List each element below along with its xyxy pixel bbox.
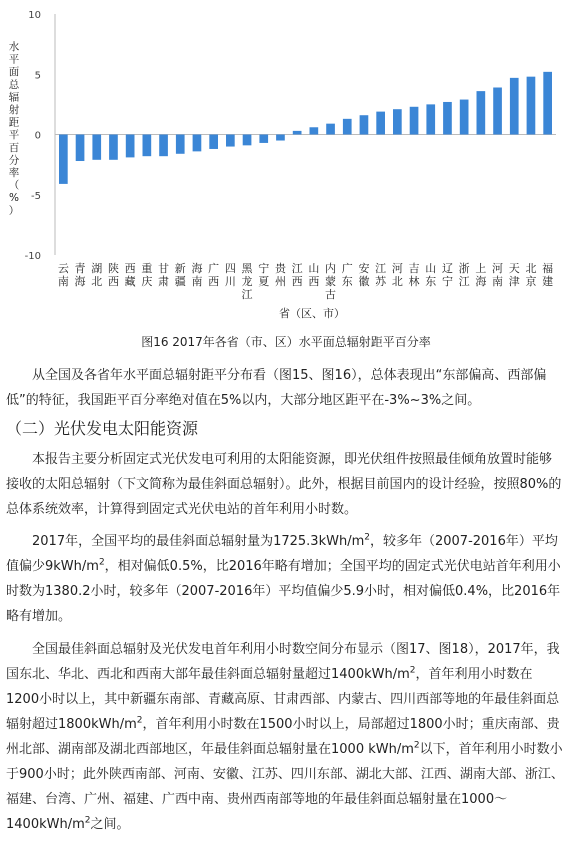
- x-tick-label-char: 黑: [241, 262, 253, 275]
- x-tick-label-char: 徽: [358, 275, 370, 288]
- x-tick-label-char: 庆: [141, 275, 153, 288]
- x-tick-label-char: 藏: [124, 275, 136, 288]
- x-tick-label-char: 吉: [408, 262, 420, 275]
- y-axis-label-char: 面: [8, 66, 20, 79]
- x-tick-label-char: 东: [341, 275, 353, 288]
- x-tick-label-char: 广: [208, 262, 220, 275]
- x-tick-label-char: 江: [291, 262, 303, 275]
- y-tick-label: -5: [31, 190, 41, 202]
- x-tick-label-char: 湖: [91, 262, 103, 275]
- paragraph-method: 本报告主要分析固定式光伏发电可利用的太阳能资源，即光伏组件按照最佳倾角放置时能够接收的太阳总辐射（下文简称为最佳斜面总辐射）。此外，根据目前国内的设计经验，按照80%的总体系统效率，计算得到固定式光伏电站的首年利用小时数。: [6, 452, 562, 517]
- bar-青海: [76, 135, 85, 162]
- y-tick-label: 10: [28, 10, 41, 21]
- x-tick-label-char: 河: [492, 262, 504, 275]
- bar-江西: [293, 131, 302, 135]
- text-segment: 以下，首年利用小时数小于900小时；此外陕西南部、河南、安徽、江苏、四川东部、湖北大部、江西、湖南大部、浙江、福建、台湾、广州、福建、广西中南、贵州西南部等地的年最佳斜面总辐射量在1000～1400kWh/m: [6, 742, 564, 832]
- x-tick-label-char: 肃: [158, 275, 170, 288]
- y-axis-label-char: 距: [8, 116, 20, 129]
- x-tick-label-char: 西: [208, 275, 220, 288]
- text-segment: ，相对偏低0.5%，比2016年略有增加；全国平均的固定式光伏电站首年利用小时数为1380.2小时，较多年（2007-2016年）平均值偏少5.9小时，相对偏低0.4%，比2016年略有增加。: [6, 559, 561, 624]
- x-tick-label-char: 建: [542, 275, 554, 288]
- chart-bars: [59, 72, 552, 184]
- bar-吉林: [410, 107, 419, 135]
- bar-内蒙古: [326, 124, 335, 135]
- x-tick-label-char: 蒙: [325, 275, 337, 288]
- y-axis-label-char: 平: [8, 53, 20, 66]
- y-tick-label: -10: [24, 251, 41, 262]
- bar-辽宁: [443, 102, 452, 135]
- superscript: 2: [84, 815, 91, 826]
- x-tick-label-char: 天: [508, 262, 520, 275]
- x-tick-label-char: 海: [74, 275, 86, 288]
- x-tick-label-char: 陕: [107, 262, 119, 275]
- y-axis-label-char: （: [8, 179, 20, 192]
- bar-黑龙江: [243, 135, 252, 146]
- x-tick-label-char: 疆: [174, 275, 186, 288]
- section-heading: （二）光伏发电太阳能资源: [6, 419, 199, 438]
- superscript: 2: [413, 740, 420, 751]
- superscript: 2: [98, 557, 105, 568]
- x-tick-label-char: 青: [74, 262, 86, 275]
- y-axis-label-char: 百: [8, 141, 20, 154]
- x-tick-label-char: 南: [492, 275, 504, 288]
- x-tick-label-char: 海: [475, 275, 487, 288]
- text-segment: 之间。: [90, 817, 130, 832]
- y-axis-label-char: ）: [8, 204, 20, 217]
- bar-西藏: [126, 135, 135, 158]
- x-tick-label-char: 川: [224, 275, 236, 288]
- chart-axes: [25, 10, 556, 262]
- x-tick-label-char: 夏: [258, 275, 270, 288]
- x-tick-label-char: 西: [107, 275, 119, 288]
- x-axis-label: 省（区、市）: [279, 307, 345, 320]
- x-tick-label-char: 新: [174, 262, 186, 275]
- text-segment: ，首年利用小时数在1200小时以上，其中新疆东南部、青藏高原、甘肃西部、内蒙古、四川西部等地的年最佳斜面总辐射超过1800kWh/m: [6, 667, 560, 732]
- text-segment: ，首年利用小时数在1500小时以上，局部超过1800小时；重庆南部、贵州北部、湖南部及湖北西部地区，年最佳斜面总辐射量在1000 kWh/m: [6, 717, 560, 757]
- x-tick-label-char: 西: [308, 275, 320, 288]
- bar-重庆: [143, 135, 152, 157]
- x-tick-label-char: 古: [325, 288, 337, 301]
- x-tick-label-char: 海: [191, 262, 203, 275]
- superscript: 2: [364, 532, 370, 543]
- x-tick-label-char: 江: [241, 288, 253, 301]
- x-tick-label-char: 北: [91, 275, 103, 288]
- text-segment: 全国最佳斜面总辐射及光伏发电首年利用小时数空间分布显示（图17、图18），2017年，我国东北、华北、西北和西南大部年最佳斜面总辐射量超过1400kWh/m: [6, 642, 560, 682]
- y-axis-label-char: 平: [8, 129, 20, 142]
- x-tick-label-char: 四: [224, 262, 236, 275]
- paragraph-distribution: 从全国及各省年水平面总辐射距平分布看（图15、图16），总体表现出“东部偏高、西部偏低”的特征，我国距平百分率绝对值在5%以内，大部分地区距平在-3%~3%之间。: [6, 368, 547, 408]
- superscript: 2: [409, 665, 416, 676]
- x-tick-label-char: 安: [358, 262, 370, 275]
- bar-陕西: [109, 135, 118, 160]
- bar-四川: [226, 135, 235, 147]
- x-tick-label-char: 重: [141, 262, 153, 275]
- x-tick-label-char: 江: [458, 275, 470, 288]
- bar-山东: [426, 104, 435, 134]
- x-tick-label-char: 东: [425, 275, 437, 288]
- bar-福建: [543, 72, 552, 135]
- x-tick-label-char: 林: [408, 275, 420, 288]
- x-tick-label-char: 南: [191, 275, 203, 288]
- x-tick-label-char: 西: [124, 262, 136, 275]
- y-tick-label: 0: [34, 130, 41, 142]
- x-tick-label-char: 福: [542, 262, 554, 275]
- bar-云南: [59, 135, 68, 184]
- y-tick-label: 5: [34, 70, 41, 82]
- bar-广东: [343, 119, 352, 135]
- x-tick-label-char: 西: [291, 275, 303, 288]
- bar-上海: [477, 91, 486, 134]
- text-segment: 2017年，全国平均的最佳斜面总辐射量为1725.3kWh/m: [32, 534, 365, 549]
- figure-caption: 图16 2017年各省（市、区）水平面总辐射距平百分率: [141, 335, 431, 349]
- x-tick-label-char: 河: [391, 262, 403, 275]
- x-tick-label-char: 北: [391, 275, 403, 288]
- x-tick-label-char: 山: [425, 262, 437, 275]
- x-tick-label-char: 津: [508, 275, 520, 288]
- bar-宁夏: [259, 135, 268, 143]
- bar-新疆: [176, 135, 185, 154]
- bar-山西: [310, 127, 319, 134]
- y-axis-label-char: 辐: [8, 91, 20, 104]
- bar-江苏: [376, 112, 385, 135]
- x-tick-label-char: 山: [308, 262, 320, 275]
- x-tick-label-char: 辽: [441, 262, 453, 275]
- paragraph-spatial-distribution: [6, 637, 564, 837]
- bar-天津: [510, 78, 519, 135]
- x-tick-label-char: 内: [325, 262, 337, 275]
- paragraph-national-average: [6, 529, 564, 629]
- x-tick-label-char: 宁: [441, 275, 453, 288]
- bar-浙江: [460, 100, 469, 135]
- bar-chart: [0, 0, 572, 325]
- x-tick-label-char: 苏: [375, 275, 387, 288]
- x-tick-label-char: 广: [341, 262, 353, 275]
- bar-湖北: [92, 135, 101, 160]
- superscript: 2: [136, 715, 143, 726]
- x-tick-label-char: 贵: [274, 262, 286, 275]
- x-tick-label-char: 南: [57, 275, 69, 288]
- x-tick-label-char: 云: [57, 262, 69, 275]
- x-tick-label-char: 龙: [241, 275, 253, 288]
- y-axis-label-char: 水: [8, 41, 20, 53]
- bar-安徽: [360, 115, 369, 134]
- y-axis-label-char: 率: [8, 167, 20, 179]
- y-axis-label-char: 分: [8, 154, 20, 167]
- x-tick-label-char: 上: [475, 262, 487, 275]
- bar-河南: [493, 88, 502, 135]
- bar-甘肃: [159, 135, 168, 157]
- y-axis-label-char: 射: [8, 104, 20, 116]
- bar-海南: [193, 135, 202, 152]
- x-tick-label-char: 江: [375, 262, 387, 275]
- bar-贵州: [276, 135, 285, 141]
- bar-北京: [527, 77, 536, 135]
- y-axis-label: [9, 40, 20, 217]
- text-segment: ，较多年（2007-2016年）平均值偏少9kWh/m: [6, 534, 558, 574]
- x-tick-label-char: 浙: [458, 262, 470, 275]
- y-axis-label-char: 总: [8, 78, 20, 91]
- x-tick-label-char: 京: [525, 275, 537, 288]
- y-axis-label-char: %: [9, 192, 19, 205]
- x-tick-label-char: 宁: [258, 262, 270, 275]
- bar-河北: [393, 109, 402, 134]
- x-tick-labels: [58, 261, 553, 301]
- bar-广西: [209, 135, 218, 149]
- x-tick-label-char: 州: [274, 275, 286, 288]
- x-tick-label-char: 北: [525, 262, 537, 275]
- x-tick-label-char: 甘: [158, 262, 170, 275]
